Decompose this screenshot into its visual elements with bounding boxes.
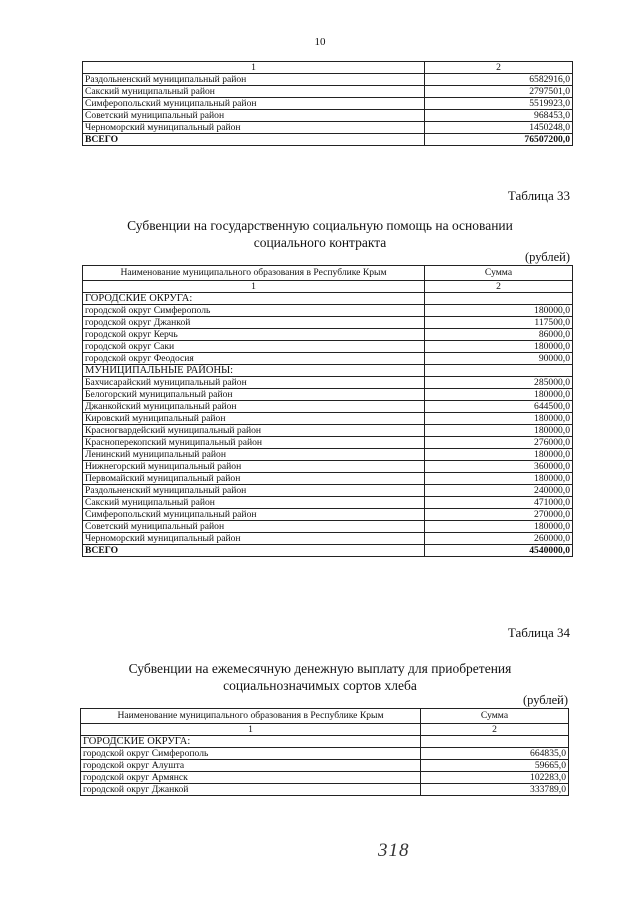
total-row: [83, 545, 573, 557]
header-row: [83, 266, 573, 281]
table-row: [83, 449, 573, 461]
table-row: [83, 497, 573, 509]
row-value: 86000,0: [425, 329, 573, 341]
row-value: 968453,0: [425, 110, 573, 122]
header-sum: Сумма: [421, 709, 569, 724]
row-name: Сакский муниципальный район: [83, 497, 425, 509]
row-name: городской округ Симферополь: [83, 305, 425, 317]
section-label: ГОРОДСКИЕ ОКРУГА:: [81, 736, 421, 748]
column-number-row: [83, 281, 573, 293]
table-row: [83, 509, 573, 521]
total-label: ВСЕГО: [83, 134, 425, 146]
column-number: 1: [83, 281, 425, 293]
table-row: [83, 329, 573, 341]
table-row: [83, 86, 573, 98]
row-name: Белогорский муниципальный район: [83, 389, 425, 401]
row-value: 240000,0: [425, 485, 573, 497]
row-value: 180000,0: [425, 305, 573, 317]
row-value: 285000,0: [425, 377, 573, 389]
total-value: 76507200,0: [425, 134, 573, 146]
row-name: городской округ Феодосия: [83, 353, 425, 365]
table-33-title: [60, 217, 580, 251]
table-row: [83, 413, 573, 425]
table-row: [83, 317, 573, 329]
table-row: [83, 377, 573, 389]
row-name: Черноморский муниципальный район: [83, 122, 425, 134]
row-value: 180000,0: [425, 521, 573, 533]
row-value: 664835,0: [421, 748, 569, 760]
table-34-caption: Таблица 34: [507, 625, 570, 640]
row-name: городской округ Алушта: [81, 760, 421, 772]
row-name: Сакский муниципальный район: [83, 86, 425, 98]
row-name: Раздольненский муниципальный район: [83, 74, 425, 86]
row-name: городской округ Саки: [83, 341, 425, 353]
header-row: [81, 709, 569, 724]
row-value: 117500,0: [425, 317, 573, 329]
header-sum: Сумма: [425, 266, 573, 281]
header-name: Наименование муниципального образования в Республике Крым: [81, 709, 421, 724]
row-name: Симферопольский муниципальный район: [83, 509, 425, 521]
column-number: 2: [425, 62, 573, 74]
section-row: [83, 365, 573, 377]
row-name: Ленинский муниципальный район: [83, 449, 425, 461]
column-number: 1: [81, 724, 421, 736]
table-row: [83, 533, 573, 545]
row-value: 180000,0: [425, 341, 573, 353]
table-row: [81, 784, 569, 796]
row-name: Советский муниципальный район: [83, 521, 425, 533]
table-row: [83, 437, 573, 449]
row-name: городской округ Армянск: [81, 772, 421, 784]
row-name: Советский муниципальный район: [83, 110, 425, 122]
table-row: [83, 401, 573, 413]
table-row: [83, 461, 573, 473]
table-row: [83, 122, 573, 134]
total-value: 4540000,0: [425, 545, 573, 557]
column-number: 2: [421, 724, 569, 736]
total-row: [83, 134, 573, 146]
table-row: [83, 110, 573, 122]
table-33-units: (рублей): [524, 250, 570, 264]
table-row: [83, 473, 573, 485]
row-name: Бахчисарайский муниципальный район: [83, 377, 425, 389]
table-34-title: [60, 660, 580, 694]
table-row: [81, 760, 569, 772]
row-name: Красногвардейский муниципальный район: [83, 425, 425, 437]
row-name: городской округ Симферополь: [81, 748, 421, 760]
table-row: [83, 389, 573, 401]
table-33-caption: Таблица 33: [507, 188, 570, 203]
row-value: 1450248,0: [425, 122, 573, 134]
row-value: 180000,0: [425, 473, 573, 485]
row-value: 276000,0: [425, 437, 573, 449]
row-value: 180000,0: [425, 389, 573, 401]
table-continuation: [82, 61, 573, 146]
table-row: [83, 425, 573, 437]
row-name: Красноперекопский муниципальный район: [83, 437, 425, 449]
row-value: 360000,0: [425, 461, 573, 473]
table-row: [83, 341, 573, 353]
total-label: ВСЕГО: [83, 545, 425, 557]
row-name: городской округ Джанкой: [83, 317, 425, 329]
row-value: 59665,0: [421, 760, 569, 772]
row-name: Кировский муниципальный район: [83, 413, 425, 425]
table-34-units: (рублей): [522, 693, 568, 707]
row-name: Черноморский муниципальный район: [83, 533, 425, 545]
column-number: 2: [425, 281, 573, 293]
row-name: Нижнегорский муниципальный район: [83, 461, 425, 473]
table-33-title-line-2: социального контракта: [253, 235, 387, 250]
table-row: [81, 748, 569, 760]
table-row: [83, 521, 573, 533]
row-value: 180000,0: [425, 413, 573, 425]
row-value: 2797501,0: [425, 86, 573, 98]
row-name: Первомайский муниципальный район: [83, 473, 425, 485]
section-label: ГОРОДСКИЕ ОКРУГА:: [83, 293, 425, 305]
table-row: [83, 485, 573, 497]
row-value: 6582916,0: [425, 74, 573, 86]
table-row: [83, 74, 573, 86]
column-number-row: [83, 62, 573, 74]
row-value: 471000,0: [425, 497, 573, 509]
table-row: [81, 772, 569, 784]
table-34: [80, 708, 569, 796]
table-row: [83, 353, 573, 365]
row-value: 180000,0: [425, 449, 573, 461]
row-value: 333789,0: [421, 784, 569, 796]
table-33-title-line-1: Субвенции на государственную социальную помощь на основании: [127, 218, 513, 233]
column-number: 1: [83, 62, 425, 74]
page-number: 10: [314, 36, 326, 48]
row-value: 102283,0: [421, 772, 569, 784]
row-value: 5519923,0: [425, 98, 573, 110]
row-name: городской округ Керчь: [83, 329, 425, 341]
row-value: 644500,0: [425, 401, 573, 413]
row-name: городской округ Джанкой: [81, 784, 421, 796]
table-row: [83, 305, 573, 317]
table-34-title-line-1: Субвенции на ежемесячную денежную выплату для приобретения: [128, 661, 512, 676]
handwritten-page-mark: 318: [378, 840, 410, 861]
table-33: [82, 265, 573, 557]
header-name: Наименование муниципального образования в Республике Крым: [83, 266, 425, 281]
row-value: 180000,0: [425, 425, 573, 437]
section-label: МУНИЦИПАЛЬНЫЕ РАЙОНЫ:: [83, 365, 425, 377]
table-row: [83, 98, 573, 110]
row-name: Симферопольский муниципальный район: [83, 98, 425, 110]
row-name: Джанкойский муниципальный район: [83, 401, 425, 413]
column-number-row: [81, 724, 569, 736]
section-row: [81, 736, 569, 748]
section-row: [83, 293, 573, 305]
row-value: 260000,0: [425, 533, 573, 545]
row-value: 270000,0: [425, 509, 573, 521]
table-34-title-line-2: социальнозначимых сортов хлеба: [223, 678, 417, 693]
row-name: Раздольненский муниципальный район: [83, 485, 425, 497]
row-value: 90000,0: [425, 353, 573, 365]
